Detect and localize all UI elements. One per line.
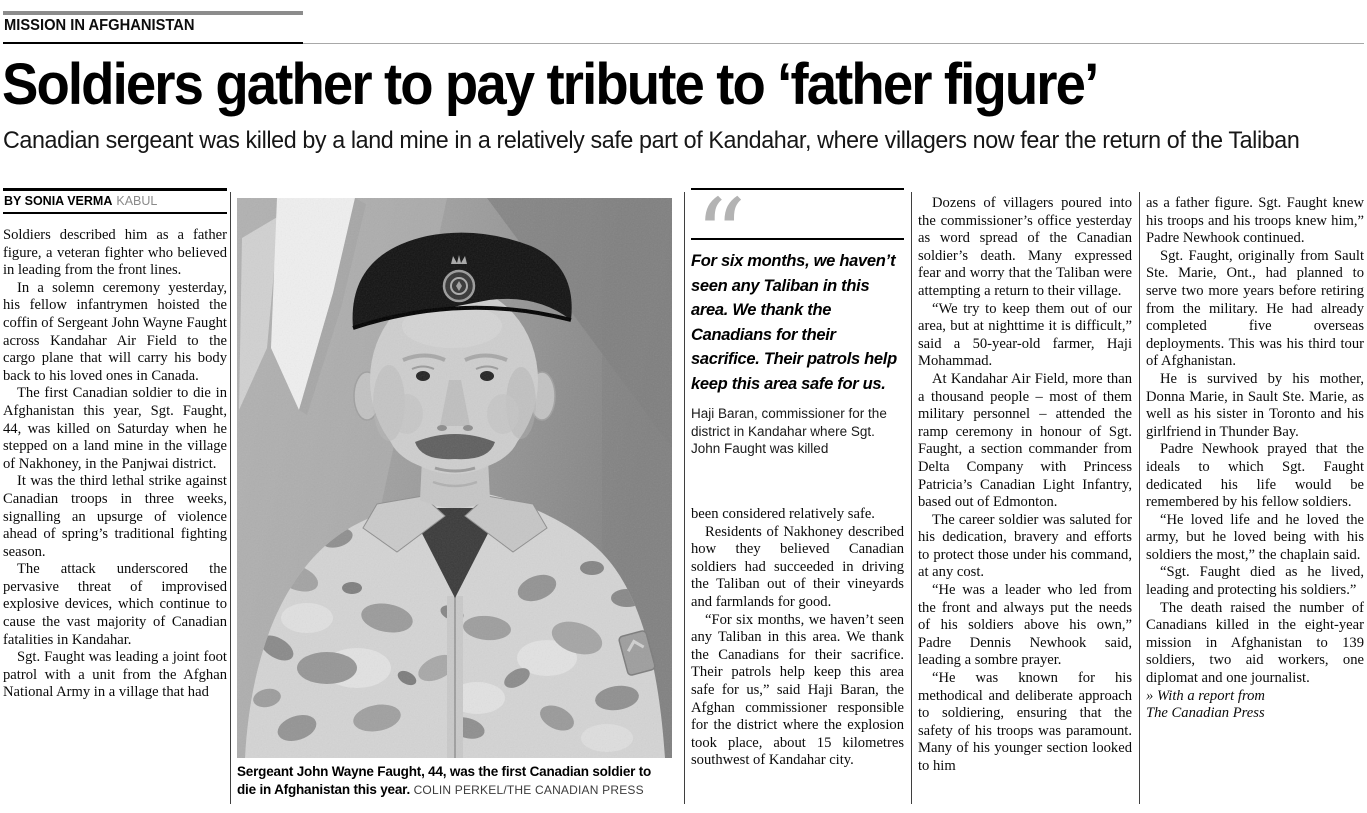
photo-caption: Sergeant John Wayne Faught, 44, was the first Canadian soldier to die in Afghanistan this year. (237, 764, 652, 797)
body-paragraph: “We try to keep them out of our area, but at nighttime it is difficult,” said a 50-year-old farmer, Haji Mohammad. (918, 300, 1132, 370)
pull-quote-attribution: Haji Baran, commissioner for the district in Kandahar where Sgt. John Faught was killed (691, 406, 887, 456)
body-paragraph: Dozens of villagers poured into the commissioner’s office yesterday as word spread of the Canadian soldier’s death. Many expressed fear and worry that the Taliban were attempting a return to their village. (918, 195, 1132, 299)
kicker-rule-top (3, 11, 303, 15)
body-paragraph: “For six months, we haven’t seen any Taliban in this area. We thank the Canadians for their sacrifice. Their patrols help keep this area safe for us,” said Haji Baran, the Afghan commissioner responsible for the district where the explosion took place, about 15 kilometres southwest of Kandahar city. (691, 611, 904, 769)
photo-credit: COLIN PERKEL/THE CANADIAN PRESS (413, 783, 644, 797)
body-paragraph: In a solemn ceremony yesterday, his fellow infantrymen hoisted the coffin of Sergeant John Wayne Faught across Kandahar Air Field to the cargo plane that will carry his body back to his loved ones in Canada. (3, 279, 227, 384)
body-paragraph: “He loved life and he loved the army, but he loved being with his soldiers the most,” the chaplain said. (1146, 511, 1364, 563)
editor-note-line: The Canadian Press (1146, 705, 1265, 722)
column-divider (230, 192, 231, 804)
quote-icon: “ (695, 177, 743, 294)
body-paragraph: “He was known for his methodical and deliberate approach to soldiering, ensuring that the safety of his troops was paramount. Many of his younger section looked to him (918, 670, 1132, 774)
kicker: MISSION IN AFGHANISTAN (4, 17, 195, 34)
body-paragraph: Padre Newhook prayed that the ideals to which Sgt. Faught dedicated his life would be remembered by his fellow soldiers. (1146, 441, 1364, 511)
pull-quote (691, 177, 904, 458)
text-column-3 (918, 195, 1132, 776)
body-paragraph: Sgt. Faught was leading a joint foot patrol with a unit from the Afghan National Army in a village that had (3, 649, 227, 701)
column-3-body (918, 195, 1132, 776)
body-paragraph: The death raised the number of Canadians killed in the eight-year mission in Afghanistan to 139 soldiers, two aid workers, one diplomat and one journalist. (1146, 599, 1364, 687)
byline-author: BY SONIA VERMA (4, 194, 113, 208)
body-paragraph: At Kandahar Air Field, more than a thousand people – most of them military personnel – attended the ramp ceremony in honour of Sgt. Faught, a section commander from Delta Company with Princess Patricia’s Canadian Light Infantry, based out of Edmonton. (918, 370, 1132, 511)
body-paragraph: Soldiers described him as a father figure, a veteran fighter who believed in leading from the front lines. (3, 227, 227, 279)
editor-note (1146, 688, 1364, 723)
subheadline: Canadian sergeant was killed by a land mine in a relatively safe part of Kandahar, where villagers now fear the return of the Taliban (3, 127, 1300, 154)
pull-quote-text: For six months, we haven’t seen any Taliban in this area. We thank the Canadians for their sacrifice. Their patrols help keep this area safe for us. (691, 252, 897, 393)
column-divider (684, 192, 685, 804)
soldier-portrait-photo (237, 198, 672, 758)
kicker-rule-bottom (3, 42, 303, 44)
headline: Soldiers gather to pay tribute to ‘father figure’ (2, 52, 1098, 117)
body-paragraph: He is survived by his mother, Donna Marie, in Sault Ste. Marie, as well as his sister in Toronto and his girlfriend in Thunder Bay. (1146, 370, 1364, 440)
byline (3, 188, 227, 214)
photo-caption-block (237, 763, 672, 799)
column-divider (911, 192, 912, 804)
column-1-body (3, 227, 227, 702)
body-paragraph: The career soldier was saluted for his dedication, bravery and efforts to protect those under his command, at any cost. (918, 511, 1132, 581)
body-paragraph: as a father figure. Sgt. Faught knew his troops and his troops knew him,” Padre Newhook continued. (1146, 195, 1364, 247)
text-column-2 (691, 177, 904, 769)
column-divider (1139, 192, 1140, 804)
text-column-4 (1146, 195, 1364, 723)
editor-note-line: » With a report from (1146, 687, 1265, 704)
body-paragraph: Sgt. Faught, originally from Sault Ste. Marie, Ont., had planned to serve two more years before retiring from the military. He had already completed five overseas deployments. This was his third tour of Afghanistan. (1146, 247, 1364, 370)
body-paragraph: The first Canadian soldier to die in Afghanistan this year, Sgt. Faught, 44, was killed on Saturday when he stepped on a land mine in the village of Nakhoney, in the Panjwai district. (3, 385, 227, 472)
byline-location: KABUL (116, 194, 158, 208)
body-paragraph: “He was a leader who led from the front and always put the needs of his soldiers above his own,” Padre Dennis Newhook said, leading a sombre prayer. (918, 582, 1132, 669)
header-rule (303, 43, 1364, 44)
column-2-body (691, 506, 904, 770)
photo-block (237, 198, 672, 799)
body-paragraph: Residents of Nakhoney described how they believed Canadian soldiers had succeeded in driving the Taliban out of their vineyards and farmlands for good. (691, 523, 904, 610)
body-paragraph: been considered relatively safe. (691, 506, 875, 522)
column-4-body (1146, 195, 1364, 688)
body-paragraph: It was the third lethal strike against Canadian troops in three weeks, signalling an upsurge of violence ahead of spring’s traditional fighting season. (3, 473, 227, 560)
body-paragraph: The attack underscored the pervasive threat of improvised explosive devices, which continue to cause the vast majority of Canadian fatalities in Kandahar. (3, 561, 227, 648)
text-column-1 (3, 188, 227, 702)
body-paragraph: “Sgt. Faught died as he lived, leading and protecting his soldiers.” (1146, 564, 1364, 599)
